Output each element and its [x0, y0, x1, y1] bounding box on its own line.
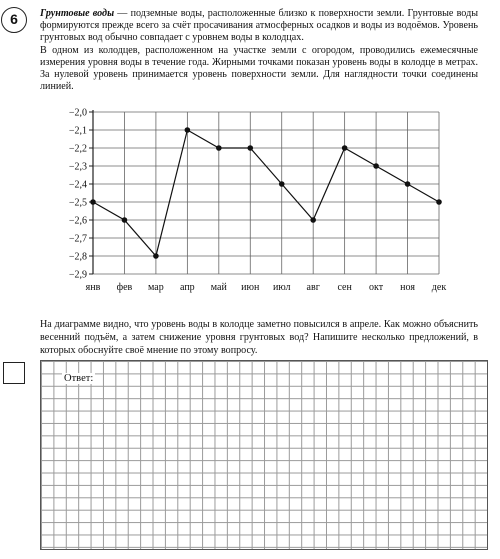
data-point — [279, 181, 285, 187]
task-number-badge: 6 — [1, 7, 27, 33]
term-groundwater: Грунтовые воды — [40, 8, 115, 19]
intro-paragraph-1-text: — подземные воды, расположенные близко к поверхности земли. Грунтовые воды формируются прежде всего за счёт просачивания атмосферных осадков и воды из водоёмов. Уровень грунтовых вод обычно совпадает с уровнем воды в колодцах. — [40, 8, 478, 44]
x-tick-label: июл — [272, 282, 291, 293]
task-intro — [40, 8, 478, 93]
data-point — [153, 253, 159, 259]
data-point — [310, 217, 316, 223]
data-point — [436, 199, 442, 205]
water-level-chart — [56, 100, 456, 305]
data-point — [122, 217, 128, 223]
x-tick-label: дек — [431, 282, 447, 293]
x-tick-label: апр — [180, 282, 195, 293]
x-tick-label: ноя — [400, 282, 415, 293]
y-tick-label: −2,2 — [68, 143, 87, 155]
x-tick-label: мар — [148, 282, 164, 293]
y-tick-label: −2,5 — [68, 197, 87, 209]
intro-paragraph-1 — [40, 8, 478, 45]
intro-paragraph-2: В одном из колодцев, расположенном на участке земли с огородом, проводились ежемесячные измерения уровня воды в течение года. Жирными точками показан уровень воды в колодце в метрах. За нулевой уровень принимается уровень поверхности земли. Для наглядности точки соединены линией. — [40, 44, 478, 93]
data-point — [247, 145, 253, 151]
data-point — [90, 199, 96, 205]
y-tick-label: −2,8 — [68, 251, 87, 263]
y-tick-label: −2,9 — [68, 269, 87, 281]
data-point — [405, 181, 411, 187]
question-text: На диаграмме видно, что уровень воды в колодце заметно повысился в апреле. Как можно объяснить весенний подъём, а затем снижение уровня грунтовых вод? Напишите несколько предложений, в которых обоснуйте своё мнение по этому вопросу. — [40, 319, 478, 357]
answer-checkbox[interactable] — [3, 362, 25, 384]
answer-grid[interactable] — [40, 360, 488, 550]
x-tick-label: май — [210, 282, 227, 293]
x-tick-label: окт — [369, 282, 384, 293]
data-point — [185, 127, 191, 133]
y-tick-label: −2,1 — [68, 125, 87, 137]
y-tick-label: −2,3 — [68, 161, 87, 173]
x-tick-label: янв — [85, 282, 101, 293]
data-point — [373, 163, 379, 169]
y-tick-label: −2,6 — [68, 215, 87, 227]
y-tick-label: −2,0 — [68, 107, 87, 119]
data-point — [216, 145, 222, 151]
x-tick-label: авг — [306, 282, 320, 293]
y-tick-label: −2,7 — [68, 233, 87, 245]
y-tick-label: −2,4 — [68, 179, 87, 191]
x-tick-label: июн — [241, 282, 260, 293]
x-tick-label: фев — [116, 282, 133, 293]
data-point — [342, 145, 348, 151]
series-line — [93, 130, 439, 256]
x-tick-label: сен — [337, 282, 352, 293]
answer-label: Ответ: — [64, 373, 94, 384]
chart-canvas — [56, 100, 456, 300]
